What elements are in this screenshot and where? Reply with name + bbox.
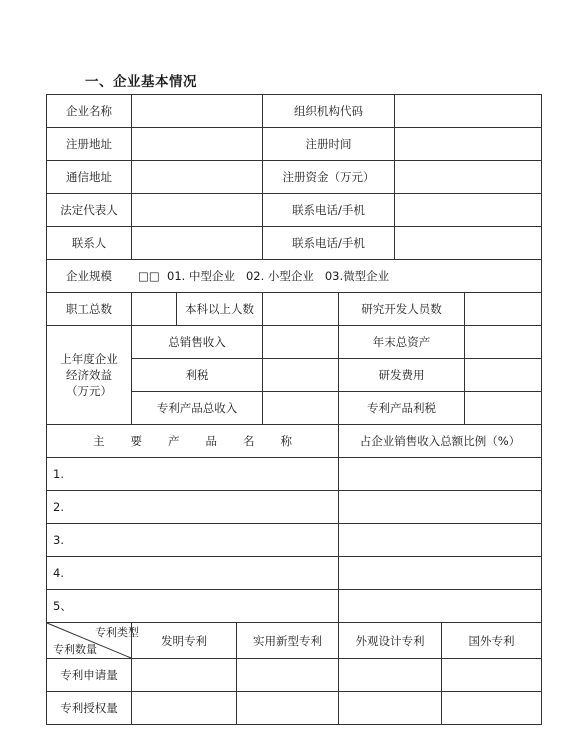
product-row-1[interactable]: 1. bbox=[53, 467, 64, 481]
row-patent-applications: 专利申请量 bbox=[60, 668, 118, 682]
label-phone-1: 联系电话/手机 bbox=[292, 203, 365, 217]
input-mail-address[interactable] bbox=[132, 161, 262, 193]
label-total-sales: 总销售收入 bbox=[168, 335, 226, 349]
econ-label-line-2: 经济效益 bbox=[66, 368, 112, 382]
input-phone-1[interactable] bbox=[395, 194, 541, 226]
input-reg-time[interactable] bbox=[395, 128, 541, 160]
col-invention-patent: 发明专利 bbox=[161, 633, 207, 648]
product-ratio-3[interactable] bbox=[339, 524, 541, 556]
label-bachelor-count: 本科以上人数 bbox=[185, 302, 254, 316]
input-app-design[interactable] bbox=[339, 659, 441, 691]
input-total-sales[interactable] bbox=[263, 326, 338, 358]
input-app-foreign[interactable] bbox=[442, 659, 541, 691]
input-company-name[interactable] bbox=[132, 95, 262, 127]
label-legal-rep: 法定代表人 bbox=[60, 203, 118, 217]
product-ratio-5[interactable] bbox=[339, 590, 541, 622]
label-company-name: 企业名称 bbox=[66, 104, 112, 118]
label-year-end-assets: 年末总资产 bbox=[372, 335, 431, 349]
label-patent-income: 专利产品总收入 bbox=[156, 401, 238, 415]
product-row-4[interactable]: 4. bbox=[53, 566, 64, 580]
input-patent-income[interactable] bbox=[263, 392, 338, 424]
label-contact: 联系人 bbox=[71, 236, 107, 250]
label-rnd-staff: 研究开发人员数 bbox=[361, 302, 442, 316]
econ-label-line-3: （万元） bbox=[66, 384, 112, 398]
input-legal-rep[interactable] bbox=[132, 194, 262, 226]
input-profit-tax[interactable] bbox=[263, 359, 338, 391]
label-reg-time: 注册时间 bbox=[305, 137, 352, 151]
diag-label-patent-type: 专利类型 bbox=[95, 626, 139, 639]
product-row-5[interactable]: 5、 bbox=[53, 599, 72, 613]
input-phone-2[interactable] bbox=[395, 227, 541, 259]
input-org-code[interactable] bbox=[395, 95, 541, 127]
input-rd-cost[interactable] bbox=[465, 359, 541, 391]
section-title: 一、企业基本情况 bbox=[85, 74, 197, 90]
label-staff-total: 职工总数 bbox=[66, 302, 112, 316]
input-grant-utility[interactable] bbox=[237, 692, 338, 724]
label-patent-profit-tax: 专利产品利税 bbox=[367, 401, 436, 415]
product-ratio-1[interactable] bbox=[339, 458, 541, 490]
label-phone-2: 联系电话/手机 bbox=[292, 236, 365, 250]
col-design-patent: 外观设计专利 bbox=[355, 633, 425, 648]
header-sales-ratio: 占企业销售收入总额比例（%） bbox=[359, 434, 521, 448]
input-rnd-staff[interactable] bbox=[465, 293, 541, 325]
diag-label-patent-count: 专利数量 bbox=[53, 643, 97, 656]
product-row-3[interactable]: 3. bbox=[53, 533, 64, 547]
product-row-2[interactable]: 2. bbox=[53, 500, 64, 514]
input-patent-profit-tax[interactable] bbox=[465, 392, 541, 424]
col-foreign-patent: 国外专利 bbox=[468, 633, 515, 648]
input-bachelor-count[interactable] bbox=[263, 293, 338, 325]
input-grant-design[interactable] bbox=[339, 692, 441, 724]
label-economic-benefit bbox=[47, 326, 131, 424]
company-scale-options[interactable]: □□ 01. 中型企业 02. 小型企业 03.微型企业 bbox=[138, 269, 390, 283]
label-reg-capital: 注册资金（万元） bbox=[282, 170, 375, 184]
label-reg-address: 注册地址 bbox=[66, 137, 112, 151]
input-app-invention[interactable] bbox=[132, 659, 236, 691]
label-company-scale: 企业规模 bbox=[66, 269, 112, 283]
product-ratio-2[interactable] bbox=[339, 491, 541, 523]
input-app-utility[interactable] bbox=[237, 659, 338, 691]
label-org-code: 组织机构代码 bbox=[294, 104, 363, 118]
input-reg-capital[interactable] bbox=[395, 161, 541, 193]
product-ratio-4[interactable] bbox=[339, 557, 541, 589]
input-staff-total[interactable] bbox=[132, 293, 176, 325]
input-grant-invention[interactable] bbox=[132, 692, 236, 724]
row-patent-grants: 专利授权量 bbox=[60, 701, 118, 715]
input-reg-address[interactable] bbox=[132, 128, 262, 160]
econ-label-line-1: 上年度企业 bbox=[60, 352, 118, 366]
label-profit-tax: 利税 bbox=[185, 368, 209, 382]
label-rd-cost: 研发费用 bbox=[378, 368, 425, 382]
col-utility-patent: 实用新型专利 bbox=[253, 633, 322, 648]
input-contact[interactable] bbox=[132, 227, 262, 259]
input-grant-foreign[interactable] bbox=[442, 692, 541, 724]
label-mail-address: 通信地址 bbox=[66, 170, 112, 184]
header-main-products: 主要产品名称 bbox=[93, 434, 318, 448]
input-year-end-assets[interactable] bbox=[465, 326, 541, 358]
